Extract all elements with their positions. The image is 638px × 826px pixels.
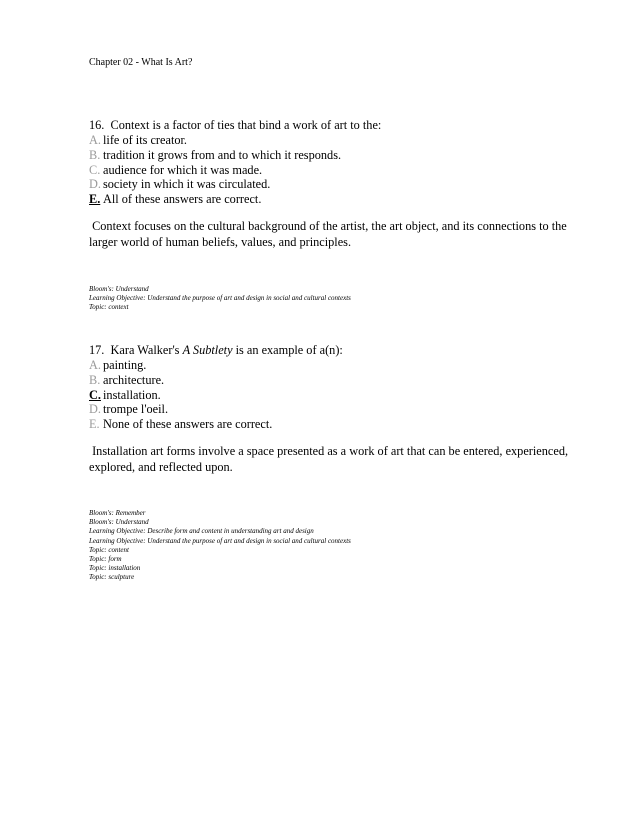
question-16 [89,117,569,251]
option-text: None of these answers are correct. [103,417,273,432]
question-stem [89,342,569,358]
meta-line: Bloom's: Understand [89,285,149,293]
meta-line: Learning Objective: Describe form and content in understanding art and design [89,527,314,536]
option-c-correct [89,388,569,403]
question-number: 17. [89,343,105,357]
option-b [89,148,569,163]
option-letter: E. [89,417,100,432]
option-letter: A. [89,358,101,372]
question-text-suffix: is an example of a(n): [232,343,343,357]
question-text: Context is a factor of ties that bind a work of art to the: [110,118,382,132]
artwork-title: A Subtlety [182,343,233,357]
option-d [89,177,569,192]
answer-explanation [89,443,569,476]
option-letter: B. [89,147,101,162]
option-letter: D. [89,177,101,192]
explanation-text: Context focuses on the cultural background of the artist, the art object, and its connections to the larger world of human beliefs, values, and principles. [89,218,567,250]
meta-line: Learning Objective: Understand the purpose of art and design in social and cultural contexts [89,294,351,303]
explanation-text: Installation art forms involve a space presented as a work of art that can be entered, experienced, explored, and reflected upon. [89,443,569,475]
option-a [89,358,569,373]
option-letter: D. [89,402,101,417]
meta-line: Bloom's: Remember [89,509,146,517]
meta-line: Bloom's: Understand [89,518,149,527]
option-c [89,163,569,178]
option-text: life of its creator. [103,133,187,147]
option-letter: C. [89,162,101,177]
option-a [89,133,569,148]
question-stem [89,117,569,133]
answer-explanation [89,218,569,251]
option-d [89,402,569,417]
question-text-prefix: Kara Walker's [110,343,183,357]
option-text: tradition it grows from and to which it responds. [103,147,342,162]
meta-line: Learning Objective: Understand the purpose of art and design in social and cultural contexts [89,536,351,545]
option-e [89,417,569,432]
meta-line: Topic: installation [89,564,141,573]
option-text: trompe l'oeil. [103,402,169,417]
meta-line: Topic: context [89,303,129,312]
option-text: installation. [103,387,161,402]
question-number: 16. [89,118,105,132]
option-text: architecture. [103,372,165,387]
meta-line: Topic: form [89,555,122,564]
option-text: society in which it was circulated. [103,177,271,192]
question-17 [89,342,569,476]
option-e-correct [89,192,569,207]
option-text: audience for which it was made. [103,162,263,177]
option-b [89,373,569,388]
option-text: All of these answers are correct. [103,192,262,207]
option-letter: A. [89,133,101,147]
question-16-metadata [89,285,351,313]
meta-line: Topic: sculpture [89,573,135,582]
option-letter: C. [89,387,101,402]
option-letter: E. [89,192,101,207]
option-text: painting. [103,358,147,372]
meta-line: Topic: content [89,545,129,554]
option-letter: B. [89,372,101,387]
page-header: Chapter 02 - What Is Art? [89,57,193,68]
question-17-metadata [89,509,351,583]
